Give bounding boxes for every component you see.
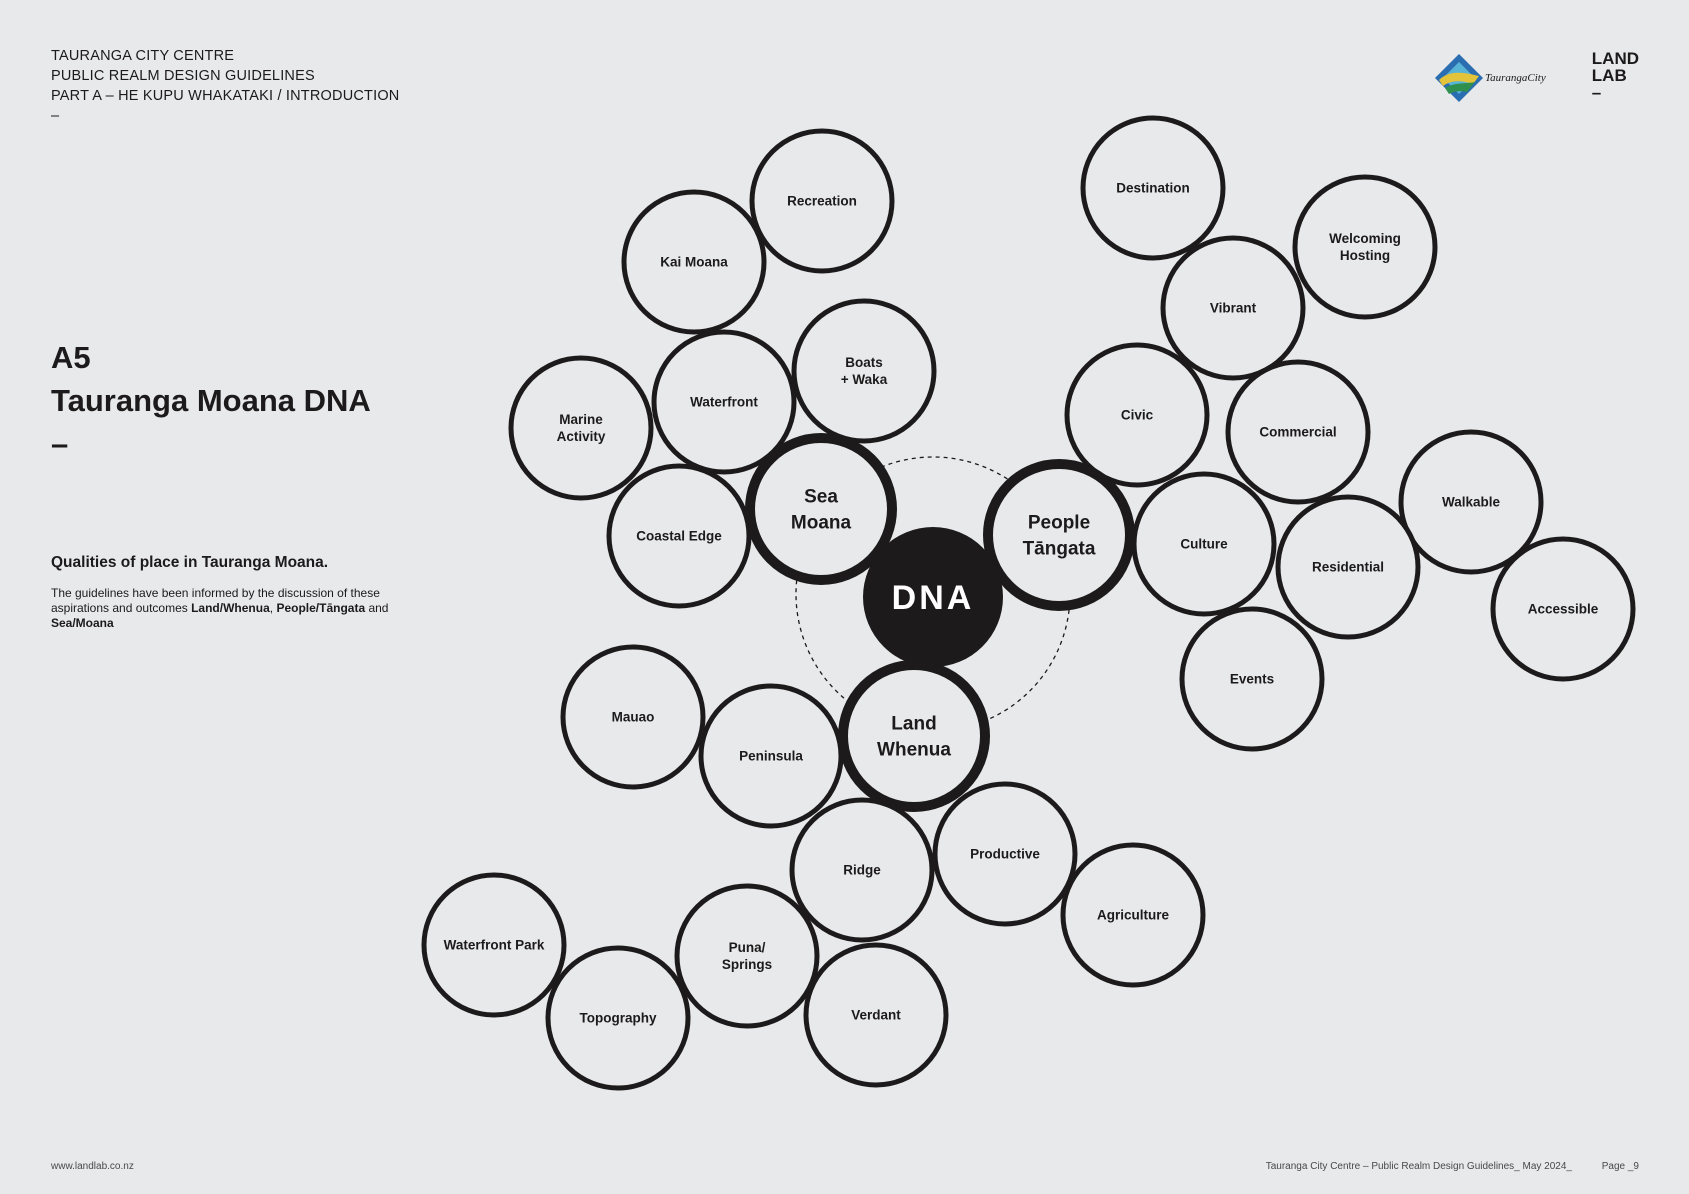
header-line-2: PUBLIC REALM DESIGN GUIDELINES	[51, 68, 315, 84]
quality-label: Puna/ Springs	[721, 940, 773, 973]
quality-label: Kai Moana	[660, 254, 728, 270]
pillar-circle	[750, 438, 892, 580]
quality-label: Peninsula	[739, 748, 803, 764]
section-name: Tauranga Moana DNA	[51, 383, 371, 418]
footer-website[interactable]: www.landlab.co.nz	[51, 1161, 134, 1172]
quality-label: Agriculture	[1096, 907, 1170, 923]
quality-circle	[677, 886, 817, 1026]
quality-label: Civic	[1120, 407, 1154, 423]
quality-label: Recreation	[787, 193, 857, 209]
quality-label: Coastal Edge	[636, 528, 722, 544]
quality-node-events	[1182, 609, 1322, 749]
quality-label: Commercial	[1259, 424, 1337, 440]
section-dash: –	[51, 426, 69, 461]
quality-circle	[511, 358, 651, 498]
quality-node-commercial	[1228, 362, 1368, 502]
quality-label: Waterfront	[690, 394, 758, 410]
header-dash: –	[51, 108, 60, 124]
quality-node-boats-waka	[794, 301, 934, 441]
logo-wordmark: TaurangaCity	[1485, 72, 1546, 84]
quality-label: Marine Activity	[556, 412, 606, 445]
quality-node-peninsula	[701, 686, 841, 826]
quality-circle	[794, 301, 934, 441]
pillar-label: People Tāngata	[1022, 512, 1096, 560]
quality-label: Culture	[1180, 536, 1228, 552]
term-land: Land/Whenua	[191, 601, 270, 615]
quality-label: Waterfront Park	[443, 937, 545, 953]
pillar-node-sea	[750, 438, 892, 580]
pillar-label: Sea Moana	[790, 486, 852, 534]
quality-node-verdant	[806, 945, 946, 1085]
brand-dash: –	[1591, 83, 1602, 102]
quality-label: Residential	[1311, 559, 1385, 575]
quality-node-civic	[1067, 345, 1207, 485]
quality-node-puna-springs	[677, 886, 817, 1026]
pillar-node-land	[843, 665, 985, 807]
quality-node-recreation	[752, 131, 892, 271]
quality-label: Topography	[579, 1010, 657, 1026]
quality-label: Vibrant	[1209, 300, 1257, 316]
header-line-3: PART A – HE KUPU WHAKATAKI / INTRODUCTION	[51, 88, 400, 104]
quality-node-coastal-edge	[609, 466, 749, 606]
quality-label: Productive	[970, 846, 1040, 862]
brand-line-1: LAND	[1591, 49, 1639, 68]
dna-center-node	[863, 527, 1003, 667]
quality-node-topography	[548, 948, 688, 1088]
section-code: A5	[51, 340, 91, 375]
quality-node-welcoming-hosting	[1295, 177, 1435, 317]
quality-label: Events	[1229, 671, 1275, 687]
quality-label: Accessible	[1527, 601, 1599, 617]
quality-node-marine-activity	[511, 358, 651, 498]
intro-heading: Qualities of place in Tauranga Moana.	[51, 554, 329, 571]
term-sea: Sea/Moana	[51, 616, 114, 630]
quality-node-residential	[1278, 497, 1418, 637]
quality-label: Walkable	[1441, 494, 1501, 510]
intro-body-text: The guidelines have been informed by the discussion of these aspirations and outcomes	[51, 586, 380, 615]
quality-label: Destination	[1116, 180, 1190, 196]
header-line-1: TAURANGA CITY CENTRE	[51, 48, 235, 64]
quality-circle	[1295, 177, 1435, 317]
pillar-label: Land Whenua	[877, 713, 951, 761]
brand-line-2: LAB	[1591, 66, 1627, 85]
quality-label: Boats + Waka	[840, 355, 888, 388]
quality-node-productive	[935, 784, 1075, 924]
quality-node-mauao	[563, 647, 703, 787]
footer-page-number: Page _9	[1601, 1161, 1639, 1172]
quality-node-kai-moana	[624, 192, 764, 332]
dna-center-label: DNA	[891, 579, 975, 617]
footer-document-title: Tauranga City Centre – Public Realm Design Guidelines_ May 2024_	[1265, 1161, 1572, 1172]
term-separator: ,	[269, 601, 277, 615]
term-people: People/Tāngata	[276, 601, 366, 615]
pillar-node-people	[988, 464, 1130, 606]
quality-node-culture	[1134, 474, 1274, 614]
quality-label: Ridge	[843, 862, 881, 878]
quality-node-vibrant	[1163, 238, 1303, 378]
quality-label: Mauao	[611, 709, 655, 725]
quality-label: Welcoming Hosting	[1329, 231, 1401, 264]
pillar-circle	[843, 665, 985, 807]
quality-node-ridge	[792, 800, 932, 940]
quality-node-destination	[1083, 118, 1223, 258]
quality-node-waterfront-park	[424, 875, 564, 1015]
quality-node-accessible	[1493, 539, 1633, 679]
quality-node-agriculture	[1063, 845, 1203, 985]
term-separator: and	[365, 601, 389, 615]
pillar-circle	[988, 464, 1130, 606]
quality-label: Verdant	[851, 1007, 901, 1023]
